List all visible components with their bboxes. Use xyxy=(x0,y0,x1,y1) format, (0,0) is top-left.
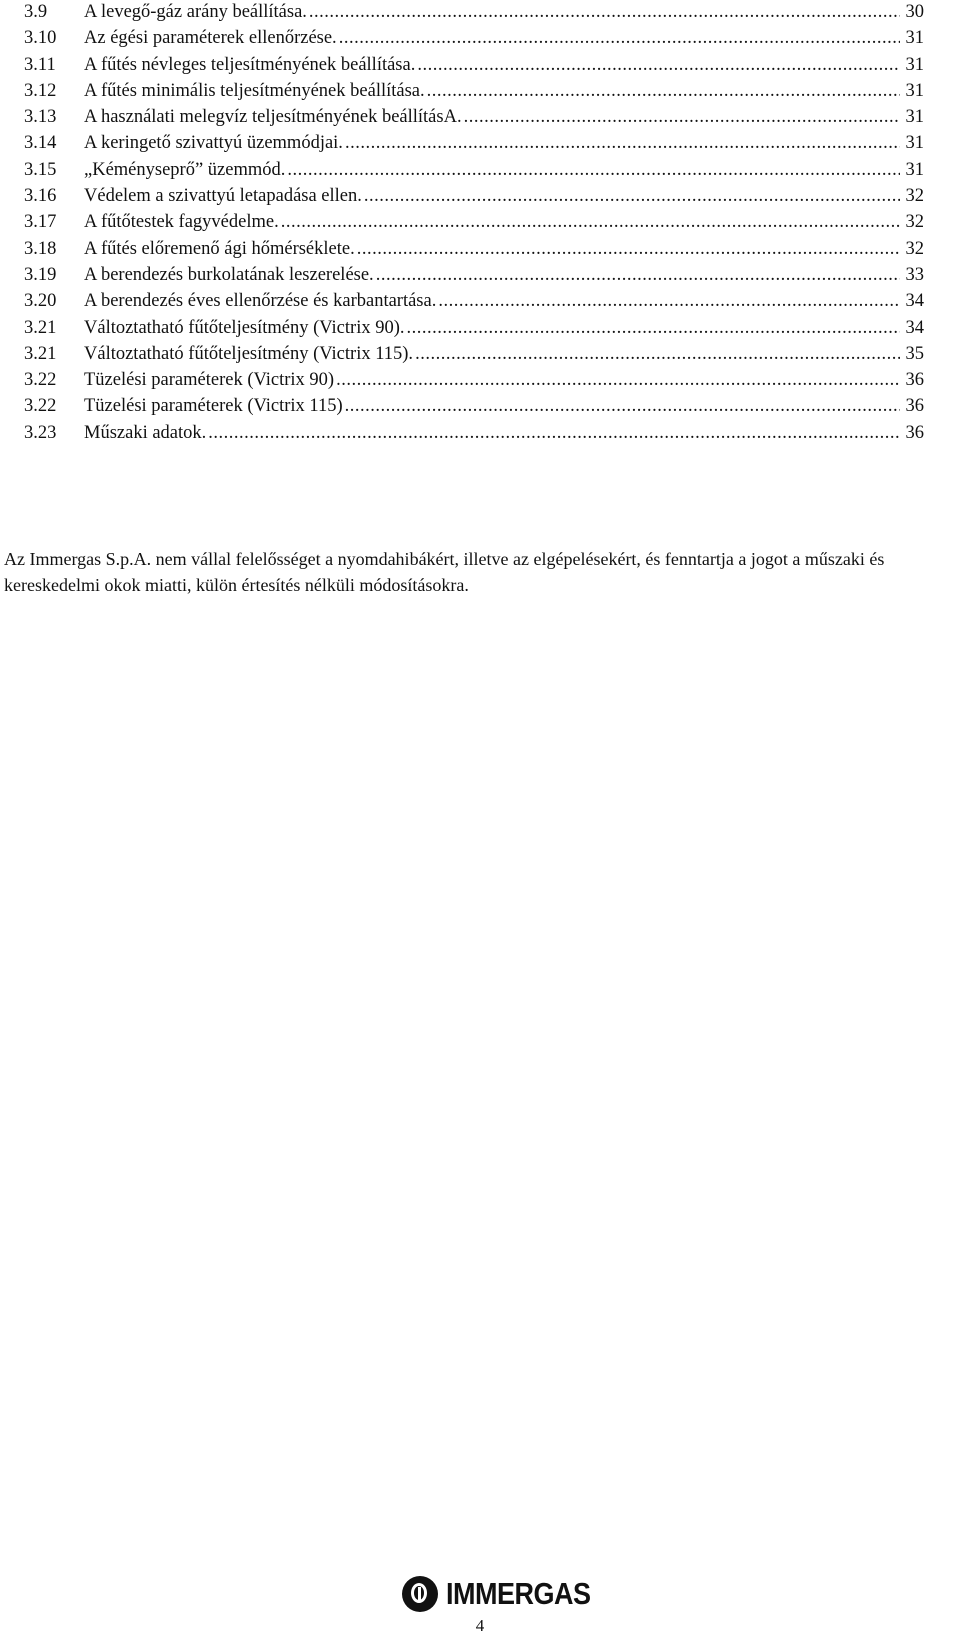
toc-entry-title: A keringető szivattyú üzemmódjai. xyxy=(84,133,343,154)
toc-entry[interactable] xyxy=(24,210,924,236)
toc-entry[interactable] xyxy=(24,263,924,289)
toc-dot-leader xyxy=(339,26,900,50)
toc-entry-page: 32 xyxy=(905,238,924,259)
toc-entry-number: 3.23 xyxy=(24,422,57,443)
toc-entry-page: 36 xyxy=(905,422,924,443)
toc-entry[interactable] xyxy=(24,237,924,263)
toc-entry-title: A berendezés burkolatának leszerelése. xyxy=(84,264,374,285)
toc-dot-leader xyxy=(364,184,900,208)
toc-entry-page: 31 xyxy=(905,54,924,75)
toc-entry[interactable] xyxy=(24,368,924,394)
toc-entry-title: Az égési paraméterek ellenőrzése. xyxy=(84,28,337,49)
toc-entry-title: Tüzelési paraméterek (Victrix 115) xyxy=(84,396,343,417)
toc-dot-leader xyxy=(345,394,900,418)
toc-entry-title: Tüzelési paraméterek (Victrix 90) xyxy=(84,370,335,391)
table-of-contents xyxy=(24,0,924,447)
toc-entry[interactable] xyxy=(24,184,924,210)
page-number: 4 xyxy=(475,1616,485,1635)
toc-entry[interactable] xyxy=(24,342,924,368)
toc-entry-number: 3.17 xyxy=(24,212,57,233)
toc-entry-number: 3.18 xyxy=(24,238,57,259)
toc-entry-page: 31 xyxy=(905,28,924,49)
toc-entry-title: Védelem a szivattyú letapadása ellen. xyxy=(84,186,362,207)
toc-entry-number: 3.21 xyxy=(24,317,57,338)
toc-dot-leader xyxy=(407,316,901,340)
toc-entry[interactable] xyxy=(24,26,924,52)
toc-entry[interactable] xyxy=(24,421,924,447)
toc-entry-page: 36 xyxy=(905,370,924,391)
toc-dot-leader xyxy=(345,131,900,155)
toc-entry-title: A fűtés névleges teljesítményének beállítása. xyxy=(84,54,416,75)
toc-entry-number: 3.14 xyxy=(24,133,57,154)
toc-dot-leader xyxy=(287,158,900,182)
disclaimer-text: Az Immergas S.p.A. nem vállal felelősséget a nyomdahibákért, illetve az elgépelésekért, és fenntartja a jogot a műszaki és kereskedelmi okok miatti, külön értesítés nélküli módosításokra. xyxy=(4,549,885,595)
toc-dot-leader xyxy=(417,53,900,77)
toc-dot-leader xyxy=(376,263,900,287)
toc-entry-number: 3.16 xyxy=(24,186,57,207)
toc-dot-leader xyxy=(208,421,900,445)
toc-dot-leader xyxy=(336,368,900,392)
toc-entry[interactable] xyxy=(24,53,924,79)
toc-entry[interactable] xyxy=(24,131,924,157)
toc-entry-title: A berendezés éves ellenőrzése és karbantartása. xyxy=(84,291,437,312)
immergas-emblem-icon xyxy=(402,1576,438,1612)
toc-entry[interactable] xyxy=(24,289,924,315)
toc-entry[interactable] xyxy=(24,394,924,420)
toc-entry-title: „Kéményseprő” üzemmód. xyxy=(84,159,286,180)
toc-entry-title: Műszaki adatok. xyxy=(84,422,207,443)
toc-entry[interactable] xyxy=(24,158,924,184)
toc-entry-number: 3.21 xyxy=(24,343,57,364)
toc-entry[interactable] xyxy=(24,0,924,26)
toc-entry-page: 31 xyxy=(905,133,924,154)
toc-entry[interactable] xyxy=(24,105,924,131)
immergas-logo xyxy=(402,1574,602,1614)
toc-entry-page: 31 xyxy=(905,159,924,180)
toc-dot-leader xyxy=(464,105,900,129)
toc-entry-page: 30 xyxy=(905,2,924,22)
toc-entry-page: 35 xyxy=(905,343,924,364)
toc-entry-page: 32 xyxy=(905,186,924,207)
toc-entry-title: A fűtés előremenő ági hőmérséklete. xyxy=(84,238,355,259)
toc-entry-page: 36 xyxy=(905,396,924,417)
toc-entry-title: A fűtőtestek fagyvédelme. xyxy=(84,212,279,233)
toc-entry[interactable] xyxy=(24,79,924,105)
toc-entry-number: 3.12 xyxy=(24,80,57,101)
toc-entry-number: 3.13 xyxy=(24,107,57,128)
logo-wordmark: IMMERGAS xyxy=(446,1576,591,1611)
toc-entry-number: 3.10 xyxy=(24,28,57,49)
toc-entry-page: 34 xyxy=(905,317,924,338)
toc-entry-page: 34 xyxy=(905,291,924,312)
toc-dot-leader xyxy=(309,0,900,24)
toc-dot-leader xyxy=(281,210,900,234)
toc-dot-leader xyxy=(357,237,900,261)
toc-entry-title: Változtatható fűtőteljesítmény (Victrix 90). xyxy=(84,317,405,338)
toc-entry-number: 3.19 xyxy=(24,264,57,285)
toc-dot-leader xyxy=(427,79,900,103)
toc-entry-number: 3.20 xyxy=(24,291,57,312)
toc-entry-title: Változtatható fűtőteljesítmény (Victrix 115). xyxy=(84,343,414,364)
toc-entry-number: 3.22 xyxy=(24,396,57,417)
toc-entry-number: 3.22 xyxy=(24,370,57,391)
toc-entry-page: 31 xyxy=(905,107,924,128)
toc-entry-number: 3.15 xyxy=(24,159,57,180)
toc-dot-leader xyxy=(438,289,900,313)
toc-entry-number: 3.9 xyxy=(24,2,48,22)
toc-entry[interactable] xyxy=(24,316,924,342)
toc-dot-leader xyxy=(415,342,900,366)
toc-entry-page: 31 xyxy=(905,80,924,101)
toc-entry-title: A levegő-gáz arány beállítása. xyxy=(84,2,307,22)
toc-entry-title: A használati melegvíz teljesítményének beállításA. xyxy=(84,107,462,128)
toc-entry-title: A fűtés minimális teljesítményének beállítása. xyxy=(84,80,425,101)
toc-entry-page: 33 xyxy=(905,264,924,285)
toc-entry-page: 32 xyxy=(905,212,924,233)
toc-entry-number: 3.11 xyxy=(24,54,56,75)
